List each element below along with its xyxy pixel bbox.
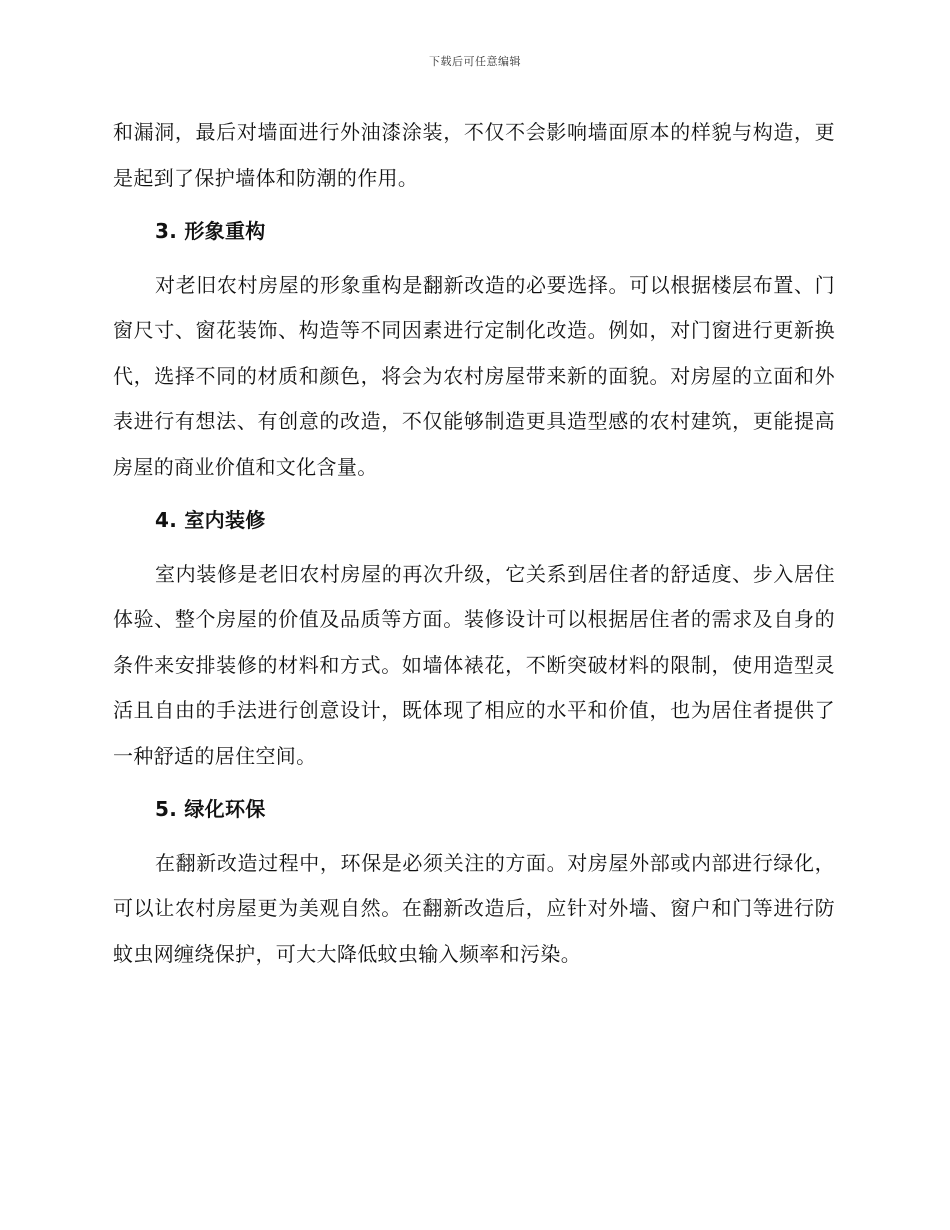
section-heading-5: 5. 绿化环保 (155, 797, 266, 821)
section-heading-3: 3. 形象重构 (155, 219, 266, 243)
intro-paragraph: 和漏洞，最后对墙面进行外油漆涂装，不仅不会影响墙面原本的样貌与构造，更是起到了保护墙体和防潮的作用。 (113, 120, 835, 190)
section-paragraph-4: 室内装修是老旧农村房屋的再次升级，它关系到居住者的舒适度、步入居住体验、整个房屋的价值及品质等方面。装修设计可以根据居住者的需求及自身的条件来安排装修的材料和方式。如墙体裱花，不断突破材料的限制，使用造型灵活且自由的手法进行创意设计，既体现了相应的水平和价值，也为居住者提供了一种舒适的居住空间。 (113, 561, 835, 768)
header-note: 下载后可任意编辑 (429, 55, 521, 68)
section-paragraph-3: 对老旧农村房屋的形象重构是翻新改造的必要选择。可以根据楼层布置、门窗尺寸、窗花装饰、构造等不同因素进行定制化改造。例如，对门窗进行更新换代，选择不同的材质和颜色，将会为农村房屋带来新的面貌。对房屋的立面和外表进行有想法、有创意的改造，不仅能够制造更具造型感的农村建筑，更能提高房屋的商业价值和文化含量。 (113, 272, 835, 479)
section-heading-4: 4. 室内装修 (155, 508, 266, 532)
document-body (113, 110, 835, 977)
section-paragraph-5: 在翻新改造过程中，环保是必须关注的方面。对房屋外部或内部进行绿化，可以让农村房屋更为美观自然。在翻新改造后，应针对外墙、窗户和门等进行防蚊虫网缠绕保护，可大大降低蚊虫输入频率和污染。 (113, 850, 835, 966)
